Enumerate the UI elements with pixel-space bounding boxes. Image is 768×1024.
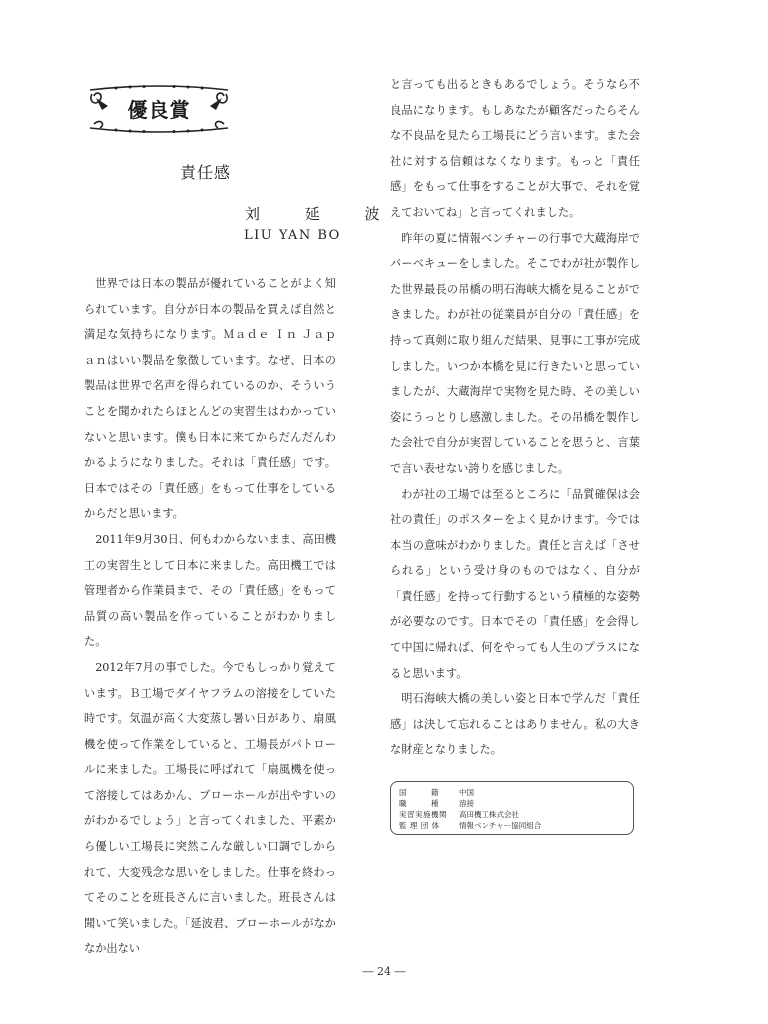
info-row xyxy=(399,787,625,798)
info-value: 溶接 xyxy=(459,799,474,808)
author-name-jp: 刘 延 波 xyxy=(245,205,400,223)
paragraph: 2012年7月の事でした。今でもしっかり覚えています。Ｂ工場でダイヤフラムの溶接をしていた時です。気温が高く大変蒸し暑い日があり、扇風機を使って作業をしていると、工場長がパトロールに来ました。工場長に呼ばれて「扇風機を使って溶接してはあかん、ブローホールが出やすいのがわかるでしょう」と言ってくれました、平素から優しい工場長に突然こんな厳しい口調でしかられて、大変残念な思いをしました。仕事を終わってそのことを班長さんに言いました。班長さんは聞いて笑いました。「延波君、ブローホールがなかなか出ない xyxy=(84,660,336,956)
paragraph: 世界では日本の製品が優れていることがよく知られています。自分が日本の製品を買えば自然と満足な気持ちになります。Ｍａｄｅ Ｉｎ Ｊａｐａｎはいい製品を象徴しています。なぜ、日本の製品は世界で名声を得られているのか、そういうことを聞かれたらほとんどの実習生はわかっていないと思います。僕も日本に来てからだんだんわかるようになりました。それは「責任感」です。日本ではその「責任感」をもって仕事をしているからだと思います。 xyxy=(84,277,336,521)
award-label: 優良賞 xyxy=(127,98,191,122)
paragraph: わが社の工場では至るところに「品質確保は会社の責任」のポスターをよく見かけます。今では本当の意味がわかりました。責任と言えば「させられる」という受け身のものではなく、自分が「責任感」を持って行動するという積極的な姿勢が必要なのです。日本でその「責任感」を会得して中国に帰れば、何をやっても人生のプラスになると思います。 xyxy=(390,487,640,680)
right-column xyxy=(390,72,640,763)
info-key: 実習実施機関 xyxy=(399,810,447,819)
info-key: 国 籍 xyxy=(399,788,439,797)
paragraph: 2011年9月30日、何もわからないまま、高田機工の実習生として日本に来ました。高田機工では管理者から作業員まで、その「責任感」をもって品質の高い製品を作っていることがわかりました。 xyxy=(84,532,336,649)
info-row xyxy=(399,798,625,809)
info-key: 職 種 xyxy=(399,799,439,808)
paragraph: と言っても出るときもあるでしょう。そうなら不良品になります。もしあなたが顧客だったらそんな不良品を見たら工場長にどう言います。また会社に対する信頼はなくなります。もっと「責任感」をもって仕事をすることが大事で、それを覚えておいてね」と言ってくれました。 xyxy=(390,78,640,219)
info-value: 情報ベンチャー協同組合 xyxy=(459,821,542,830)
info-key: 監 理 団 体 xyxy=(399,821,440,830)
author-info-box xyxy=(390,781,634,835)
info-row xyxy=(399,820,625,831)
info-row xyxy=(399,809,625,820)
paragraph: 昨年の夏に情報ベンチャーの行事で大蔵海岸でバーベキューをしました。そこでわが社が製作した世界最長の吊橋の明石海峡大橋を見ることができました。わが社の従業員が自分の「責任感」を持って真剣に取り組んだ結果、見事に工事が完成しました。いつか本橋を見に行きたいと思っていましたが、大蔵海岸で実物を見た時、その美しい姿にうっとりし感激しました。その吊橋を製作した会社で自分が実習していることを思うと、言葉で言い表せない誇りを感じました。 xyxy=(390,231,640,475)
left-column xyxy=(84,271,336,962)
page-number: ― 24 ― xyxy=(362,965,406,978)
article-title: 責任感 xyxy=(180,163,232,182)
info-value: 中国 xyxy=(459,788,474,797)
author-name-en: LIU YAN BO xyxy=(244,228,341,243)
award-badge xyxy=(86,84,232,134)
info-value: 高田機工株式会社 xyxy=(459,810,519,819)
paragraph: 明石海峡大橋の美しい姿と日本で学んだ「責任感」は決して忘れることはありません。私の大きな財産となりました。 xyxy=(390,692,640,757)
